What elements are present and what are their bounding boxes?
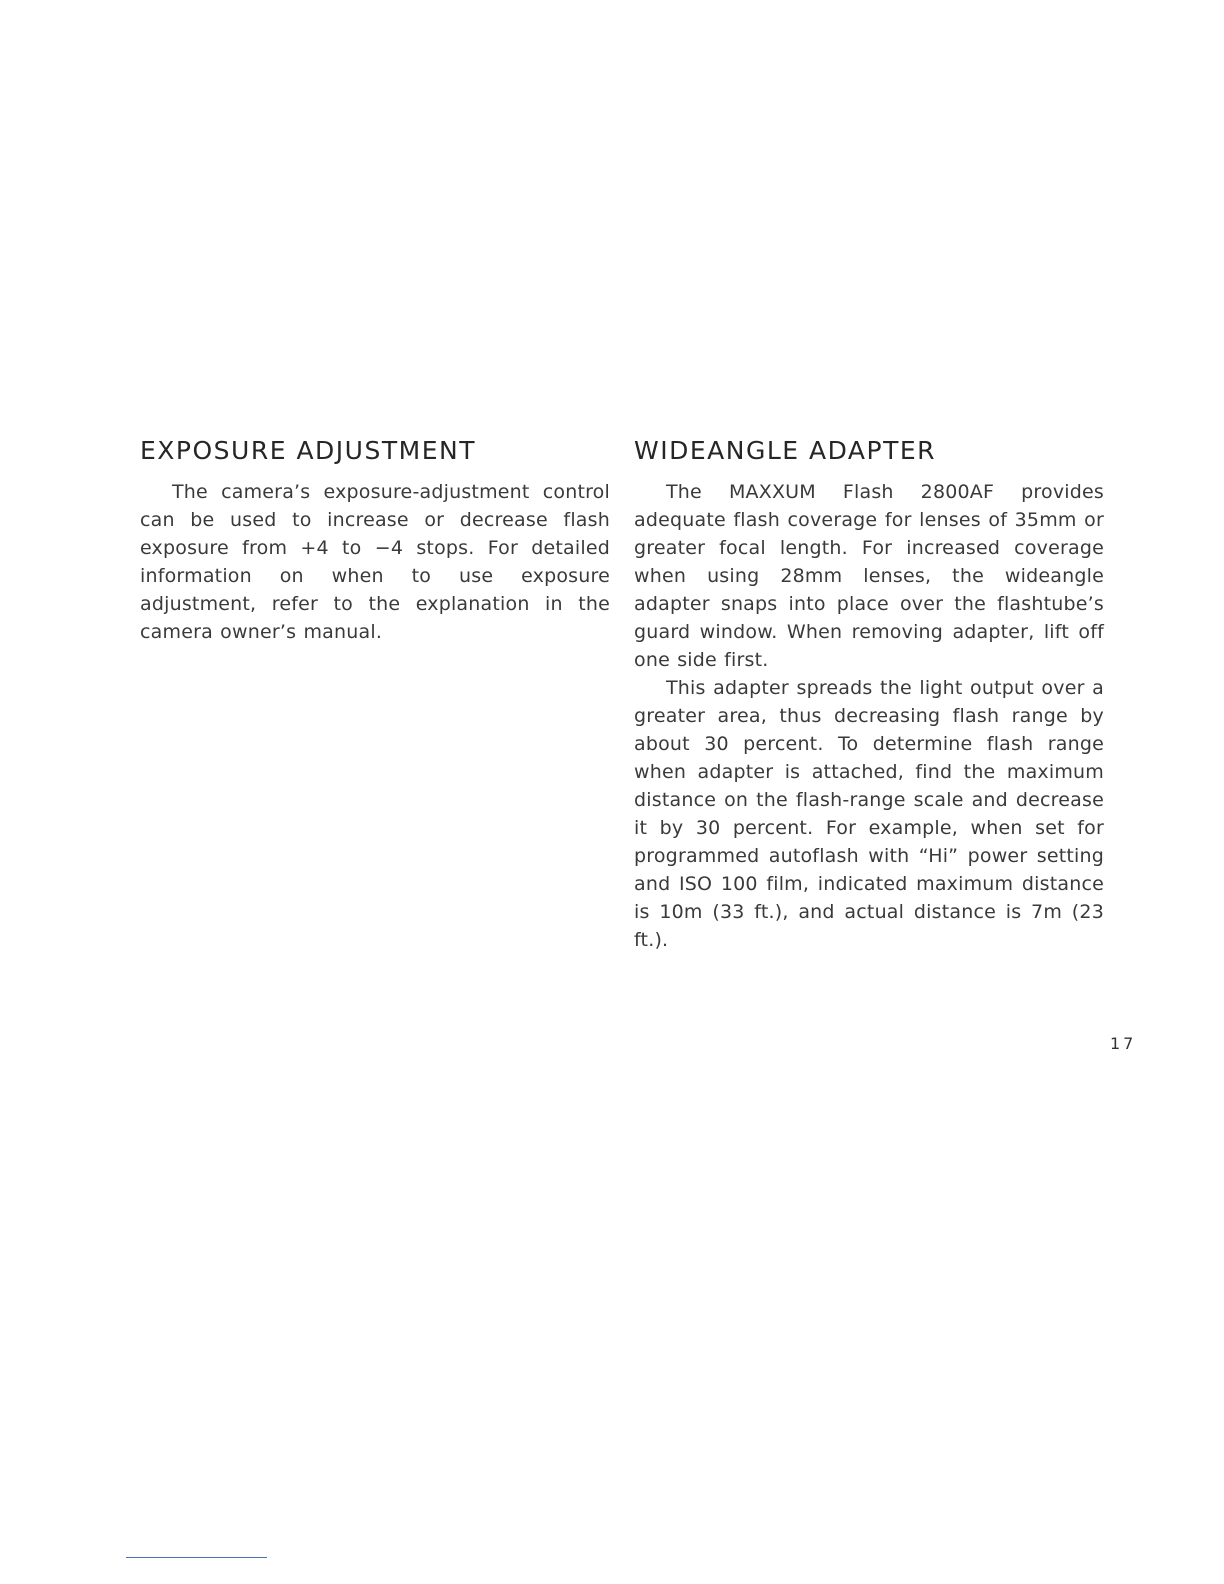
wideangle-adapter-paragraph-2: This adapter spreads the light output over a greater area, thus decreasing flash range by about 30 percent. To determine flash range when adapter is attached, find the maximum distance on the flash-range scale and decrease it by 30 percent. For example, when set for programmed autoflash with “Hi” power setting and ISO 100 film, indicated maximum distance is 10m (33 ft.), and actual distance is 7m (23 ft.). bbox=[634, 677, 1104, 951]
footer-divider bbox=[126, 1557, 267, 1558]
wideangle-adapter-section bbox=[634, 432, 1104, 954]
wideangle-adapter-paragraph-1: The MAXXUM Flash 2800AF provides adequate flash coverage for lenses of 35mm or greater focal length. For increased coverage when using 28mm lenses, the wideangle adapter snaps into place over the flashtube’s guard window. When removing adapter, lift off one side first. bbox=[634, 481, 1104, 671]
exposure-adjustment-section bbox=[140, 432, 610, 646]
exposure-adjustment-heading: EXPOSURE ADJUSTMENT bbox=[140, 436, 476, 465]
page-number: 17 bbox=[1110, 1034, 1137, 1053]
wideangle-adapter-heading: WIDEANGLE ADAPTER bbox=[634, 436, 937, 465]
exposure-adjustment-paragraph: The camera’s exposure-adjustment control can be used to increase or decrease flash exposure from +4 to −4 stops. For detailed information on when to use exposure adjustment, refer to the explanation in the camera owner’s manual. bbox=[140, 481, 610, 643]
